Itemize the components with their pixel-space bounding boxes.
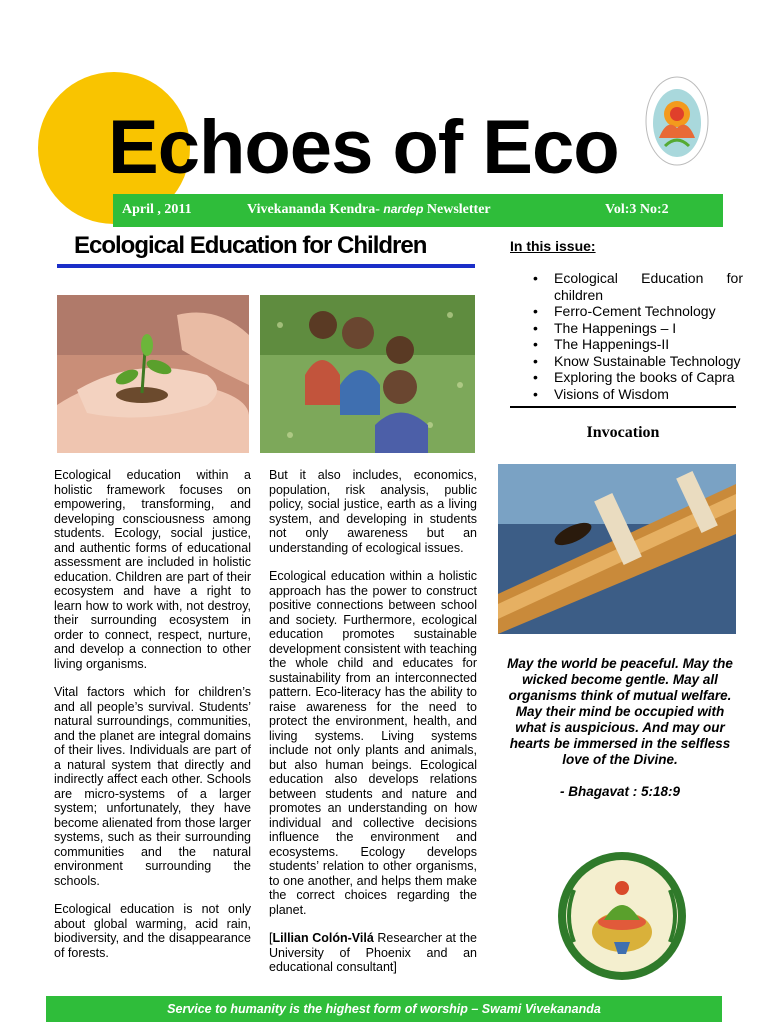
emblem-icon — [554, 850, 690, 982]
bamboo-flute-photo — [498, 464, 736, 634]
issue-item: • Ecological Education for children — [509, 270, 743, 303]
issue-item: • Know Sustainable Technology — [509, 353, 743, 370]
volume-number: Vol:3 No:2 — [605, 202, 669, 217]
issue-item: • The Happenings – I — [509, 320, 743, 337]
masthead-info-bar — [113, 194, 723, 227]
newsletter-title: Echoes of Eco — [108, 105, 619, 190]
children-photo — [260, 295, 475, 453]
paragraph: But it also includes, economics, population, risk analysis, public policy, social justice, earth as a living system, and developing in students not only awareness but an understanding of ecological issues. — [269, 468, 477, 555]
issue-item: • Visions of Wisdom — [509, 386, 743, 403]
kendra-logo-icon — [645, 76, 709, 166]
issue-list — [509, 270, 743, 402]
footer-quote: Service to humanity is the highest form of worship – Swami Vivekananda — [46, 996, 722, 1022]
invocation-heading: Invocation — [586, 424, 660, 441]
paragraph: Vital factors which for children’s and all people’s survival. Students’ natural surroundings, communities, and the planet are integral domains of their lives. Individuals are part of a natural system that directly and indirectly affect each other. Schools are micro-systems of a larger system; unfortunately, they have become alienated from those larger systems, such as their surrounding communities and the natural environment surrounding the schools. — [54, 685, 251, 888]
prayer-source: - Bhagavat : 5:18:9 — [559, 784, 681, 799]
seedling-hands-photo — [57, 295, 249, 453]
publisher: Vivekananda Kendra- nardep Newsletter — [247, 202, 491, 217]
article-column-2 — [269, 468, 477, 989]
nardep-brand: nardep — [383, 202, 424, 216]
author-credit: [Lillian Colón-Vilá Researcher at the University of Phoenix and an educational consultant] — [269, 931, 477, 974]
author-name: Lillian Colón-Vilá — [272, 931, 374, 945]
issue-item: • Ferro-Cement Technology — [509, 303, 743, 320]
issue-item: • The Happenings-II — [509, 336, 743, 353]
in-this-issue-heading: In this issue: — [510, 238, 596, 254]
paragraph: Ecological education within a holistic approach has the power to construct positive connections between school and society. Furthermore, ecological education promotes sustainable development consistent with teaching the whole child and educates for sustainability from an interconnected pattern. Eco-literacy has the ability to raise awareness for the need to protect the environment, health, and living systems. Living systems include not only plants and animals, but also human beings. Ecological education also develops relations between students and nature and promotes an understanding on how individual and collective decisions influence the environment and ecosystems. Ecology develops students’ relation to other organisms, to one another, and helps them make the correct choices regarding the planet. — [269, 569, 477, 917]
paragraph: Ecological education is not only about global warming, acid rain, biodiversity, and the disappearance of forests. — [54, 902, 251, 960]
issue-list-rule — [510, 406, 736, 408]
prayer-text: May the world be peaceful. May the wicked become gentle. May all organisms think of mutual welfare. May their mind be occupied with what is auspicious. And may our hearts be immersed in the selfless love of the Divine. — [507, 656, 733, 767]
issue-date: April , 2011 — [122, 202, 192, 217]
article-column-1 — [54, 468, 251, 974]
issue-item: • Exploring the books of Capra — [509, 369, 743, 386]
article-headline: Ecological Education for Children — [74, 232, 427, 259]
headline-rule — [57, 264, 475, 268]
paragraph: Ecological education within a holistic framework focuses on empowering, transforming, and developing consciousness among students. Ecology, social justice, and authentic forms of educational assessment are included in holistic education. Children are part of their ecosystem and have a right to learn how to work with, not destroy, their surrounding ecosystem in order to connect, respect, nurture, and develop a connection to other living organisms. — [54, 468, 251, 671]
